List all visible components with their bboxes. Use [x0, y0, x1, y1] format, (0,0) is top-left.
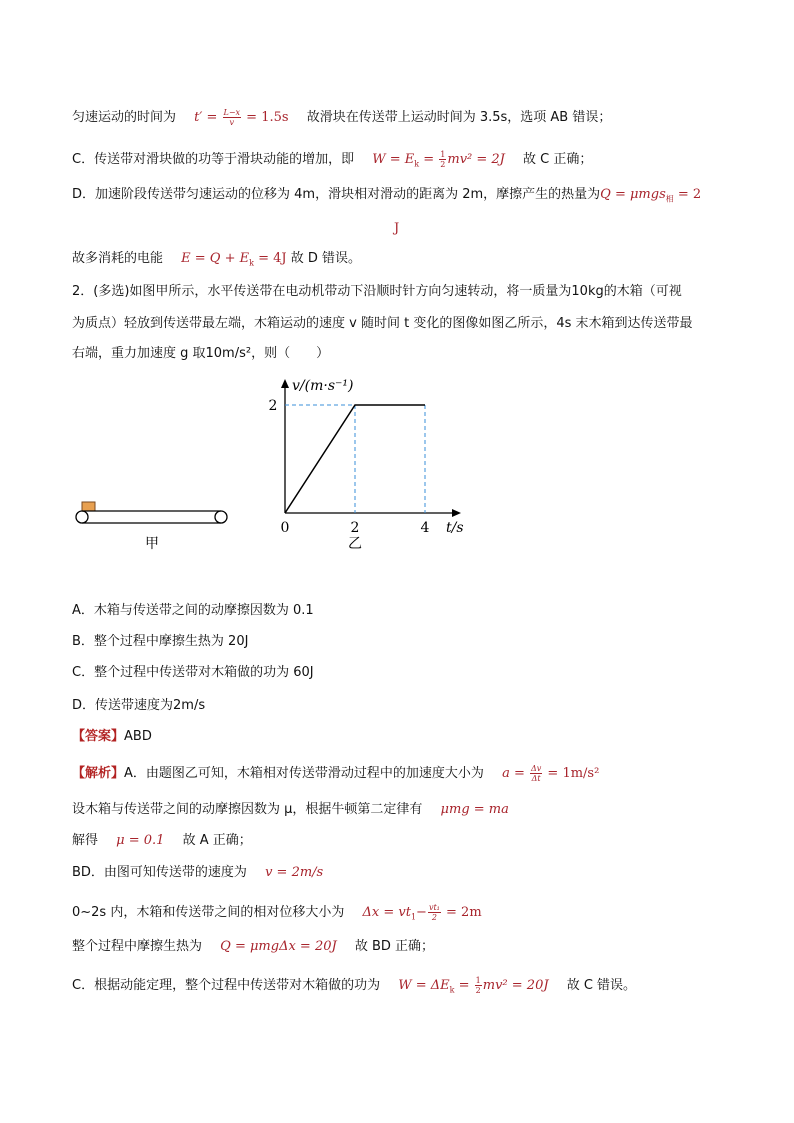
- question-2-line-3: [72, 345, 329, 363]
- answer-tag: 【答案】: [72, 729, 125, 744]
- subscript: 1: [410, 912, 417, 922]
- solution-line-c: [72, 150, 592, 174]
- formula: Q = μmgs: [600, 187, 666, 202]
- formula: = 2: [677, 187, 702, 202]
- subscript: k: [249, 258, 254, 268]
- fraction-denominator: v: [229, 118, 235, 127]
- left-roller: [76, 511, 88, 523]
- text: A．由题图乙可知，木箱相对传送带滑动过程中的加速度大小为: [124, 766, 484, 781]
- fraction: [475, 976, 482, 995]
- fraction: [439, 150, 446, 169]
- fraction-numerator: vt₁: [428, 903, 440, 912]
- text: 故 C 正确；: [523, 152, 593, 167]
- formula: Q = μmgΔx = 20J: [220, 939, 337, 954]
- text: 为质点）轻放到传送带最左端，木箱运动的速度 v 随时间 t 变化的图像如图乙所示，4s 末木箱到达传送带最: [72, 316, 693, 331]
- analysis-c-line: [72, 976, 636, 1000]
- right-roller: [215, 511, 227, 523]
- text: 右端，重力加速度 g 取10m/s²，则（ ）: [72, 346, 330, 361]
- text: 匀速运动的时间为: [72, 110, 177, 125]
- analysis-a-line-2: [72, 801, 509, 819]
- solution-line-energy: [72, 250, 361, 273]
- question-2-line-1: [72, 283, 682, 301]
- formula: = 2m: [446, 905, 482, 920]
- formula: =: [458, 978, 470, 993]
- text: 故 D 错误。: [290, 251, 362, 266]
- fraction-denominator: Δt: [531, 774, 541, 783]
- formula: = 4J: [258, 251, 287, 266]
- text: BD．由图可知传送带的速度为: [72, 865, 247, 880]
- text: 故 A 正确；: [182, 833, 252, 848]
- analysis-bd-line-1: [72, 864, 323, 882]
- text: 2．(多选)如图甲所示，水平传送带在电动机带动下沿顺时针方向匀速转动，将一质量为10kg的木箱（可视: [72, 284, 682, 299]
- fraction: [223, 108, 242, 127]
- y-tick-label: 2: [268, 398, 278, 414]
- text: A．木箱与传送带之间的动摩擦因数为 0.1: [72, 603, 314, 618]
- text: C．根据动能定理，整个过程中传送带对木箱做的功为: [72, 978, 381, 993]
- analysis-tag: 【解析】: [72, 766, 125, 781]
- text: 0~2s 内，木箱和传送带之间的相对位移大小为: [72, 905, 345, 920]
- solution-line-d: [72, 186, 701, 209]
- fraction-denominator: 2: [440, 160, 446, 169]
- x-axis-label: t/s: [446, 520, 464, 536]
- graph-label: 乙: [348, 536, 362, 552]
- text: 整个过程中摩擦生热为: [72, 939, 203, 954]
- fraction: [530, 764, 542, 783]
- x-tick-label: 4: [420, 520, 430, 536]
- y-axis-label: v/(m·s⁻¹): [292, 378, 354, 394]
- formula: −: [416, 905, 427, 920]
- velocity-time-graph: [269, 378, 464, 552]
- subscript: 相: [665, 194, 674, 204]
- text: C．传送带对滑块做的功等于滑块动能的增加，即: [72, 152, 355, 167]
- formula: μ = 0.1: [116, 833, 165, 848]
- option-b: [72, 633, 248, 651]
- formula: a =: [502, 766, 525, 781]
- option-d: [72, 697, 205, 715]
- solution-line-d-cont: [394, 220, 399, 238]
- text: 故 C 错误。: [566, 978, 637, 993]
- subscript: k: [449, 985, 455, 995]
- fraction-denominator: 2: [431, 913, 437, 922]
- fraction-numerator: 1: [475, 976, 481, 985]
- analysis-a-line-3: [72, 832, 252, 850]
- text: C．整个过程中传送带对木箱做的功为 60J: [72, 665, 314, 680]
- analysis-bd-line-2: [72, 903, 482, 927]
- text: 故 BD 正确；: [354, 939, 435, 954]
- text: D．加速阶段传送带匀速运动的位移为 4m，滑块相对滑动的距离为 2m，摩擦产生的热量为: [72, 187, 601, 202]
- formula: μmg = ma: [440, 802, 509, 817]
- analysis-bd-line-3: [72, 938, 434, 956]
- formula: t′ =: [194, 110, 218, 125]
- text: B．整个过程中摩擦生热为 20J: [72, 634, 249, 649]
- fraction: [428, 903, 441, 922]
- formula: = 1.5s: [246, 110, 289, 125]
- formula: J: [394, 221, 400, 236]
- origin-label: 0: [280, 520, 290, 536]
- formula: E = Q + E: [181, 251, 250, 266]
- formula: Δx = vt: [362, 905, 411, 920]
- belt-label: 甲: [145, 536, 159, 552]
- answer-line: [72, 728, 152, 746]
- analysis-a-line-1: [72, 764, 599, 783]
- option-c: [72, 664, 314, 682]
- x-axis-arrow: [452, 509, 461, 517]
- question-2-line-2: [72, 315, 693, 333]
- formula: W = ΔE: [398, 978, 450, 993]
- text: 故多消耗的电能: [72, 251, 164, 266]
- formula: v = 2m/s: [265, 865, 324, 880]
- text: D．传送带速度为2m/s: [72, 698, 206, 713]
- subscript: k: [414, 159, 420, 169]
- text: 设木箱与传送带之间的动摩擦因数为 μ，根据牛顿第二定律有: [72, 802, 423, 817]
- text: 解得: [72, 833, 99, 848]
- fraction-numerator: Δv: [530, 764, 542, 773]
- formula: = 1m/s²: [547, 766, 600, 781]
- formula: mv² = 2J: [447, 152, 505, 167]
- formula: mv² = 20J: [482, 978, 549, 993]
- formula: =: [423, 152, 435, 167]
- fraction-numerator: 1: [440, 150, 446, 159]
- answer-value: ABD: [124, 729, 152, 744]
- formula: W = E: [372, 152, 415, 167]
- box: [82, 502, 95, 511]
- conveyor-belt: [76, 502, 227, 552]
- fraction-denominator: 2: [475, 986, 481, 995]
- fraction-numerator: L−x: [223, 108, 241, 117]
- x-tick-label: 2: [350, 520, 360, 536]
- y-axis-arrow: [281, 379, 289, 388]
- solution-line-time: [72, 108, 611, 127]
- option-a: [72, 602, 314, 620]
- question-figure: [70, 378, 470, 553]
- text: 故滑块在传送带上运动时间为 3.5s，选项 AB 错误；: [306, 110, 612, 125]
